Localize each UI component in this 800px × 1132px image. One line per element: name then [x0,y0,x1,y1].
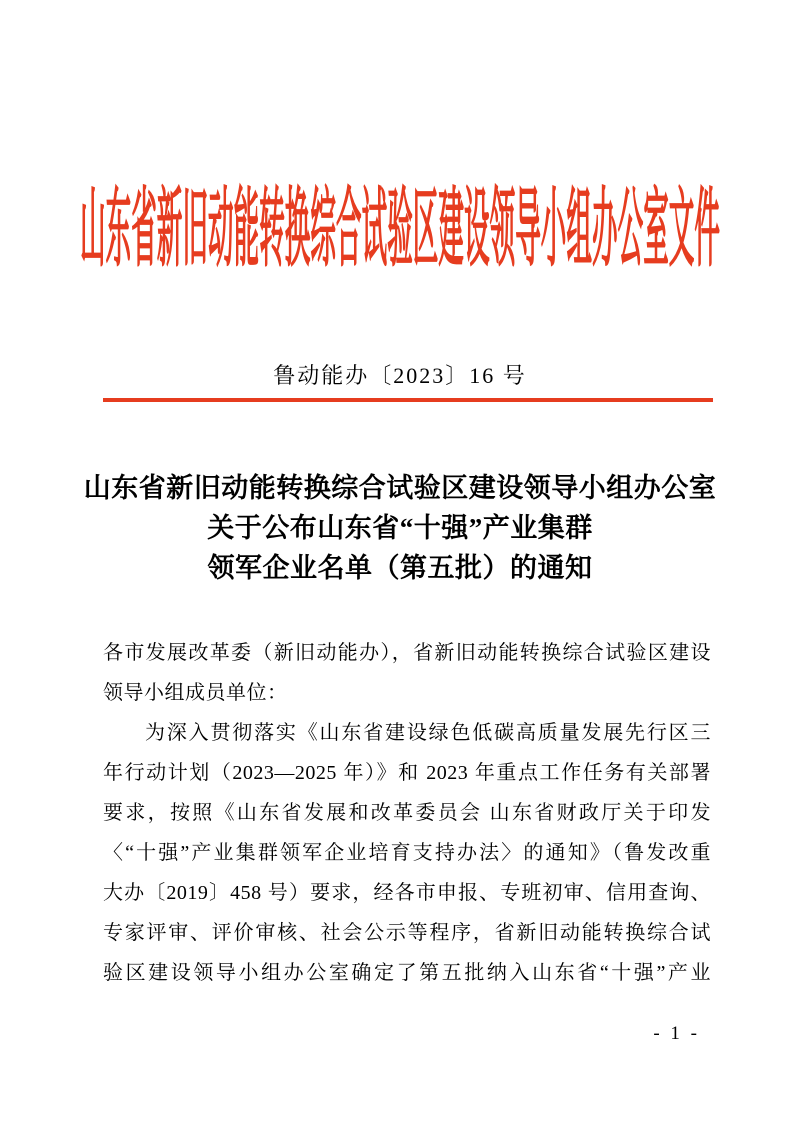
paragraph-line: 专家评审、评价审核、社会公示等程序，省新旧动能转换综合试 [103,922,711,944]
red-header-banner [0,183,800,277]
paragraph-line: 大办〔2019〕458 号）要求，经各市申报、专班初审、信用查询、 [103,882,711,904]
paragraph-line: 要求，按照《山东省发展和改革委员会 山东省财政厅关于印发 [103,802,711,824]
salutation-line: 领导小组成员单位： [103,682,288,704]
document-body [103,633,711,993]
paragraph-line: 〈“十强”产业集群领军企业培育支持办法〉的通知》（鲁发改重 [103,842,711,864]
salutation-line: 各市发展改革委（新旧动能办），省新旧动能转换综合试验区建设 [103,642,711,664]
title-line-3: 领军企业名单（第五批）的通知 [207,553,593,583]
title-line-1: 山东省新旧动能转换综合试验区建设领导小组办公室 [83,473,717,503]
issuing-authority-banner-text: 山东省新旧动能转换综合试验区建设领导小组办公室文件 [80,182,720,278]
page-number: - 1 - [653,1023,700,1044]
red-divider-line [103,398,713,402]
paragraph-line: 验区建设领导小组办公室确定了第五批纳入山东省“十强”产业 [103,962,711,984]
title-line-2: 关于公布山东省“十强”产业集群 [207,513,593,543]
paragraph-line: 年行动计划（2023—2025 年）》和 2023 年重点工作任务有关部署 [103,762,711,784]
document-number: 鲁动能办〔2023〕16 号 [273,363,527,388]
paragraph-line: 为深入贯彻落实《山东省建设绿色低碳高质量发展先行区三 [145,722,711,744]
document-title [50,468,750,588]
